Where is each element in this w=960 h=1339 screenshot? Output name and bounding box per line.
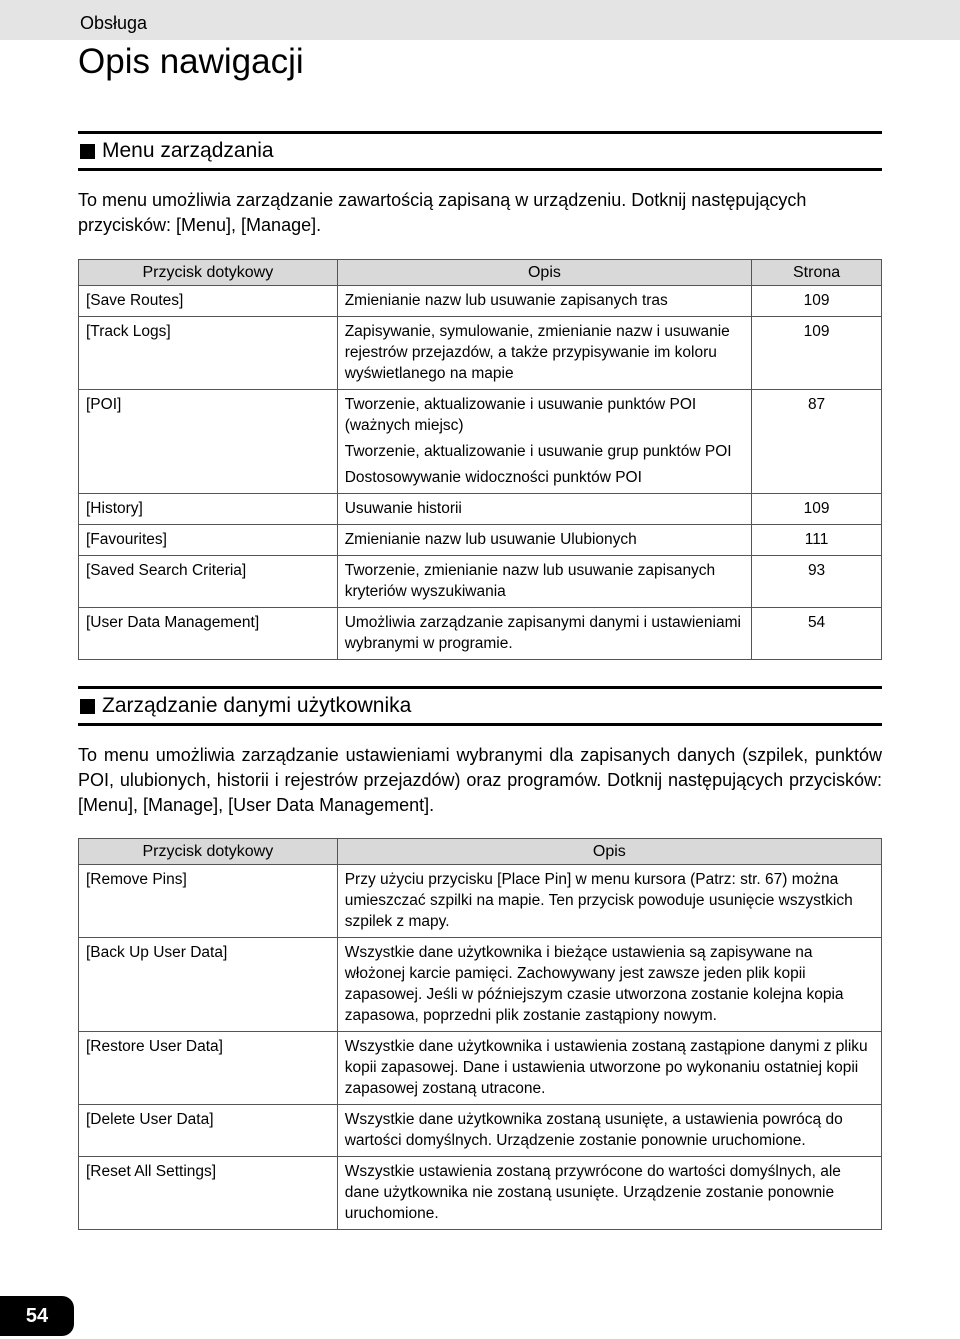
page-cell: 109 bbox=[752, 494, 882, 525]
button-cell: [Reset All Settings] bbox=[79, 1157, 338, 1230]
table-header-row bbox=[79, 260, 882, 286]
table-row bbox=[79, 938, 882, 1032]
description-cell bbox=[337, 556, 751, 608]
button-cell: [Remove Pins] bbox=[79, 865, 338, 938]
button-cell: [Track Logs] bbox=[79, 317, 338, 390]
button-cell: [History] bbox=[79, 494, 338, 525]
table-row bbox=[79, 556, 882, 608]
button-cell: [POI] bbox=[79, 390, 338, 494]
description-text: Umożliwia zarządzanie zapisanymi danymi i ustawieniami wybranymi w programie. bbox=[344, 614, 741, 652]
description-cell: Wszystkie dane użytkownika zostaną usunięte, a ustawienia powrócą do wartości domyślnych. Urządzenie zostanie ponownie uruchomione. bbox=[337, 1105, 881, 1157]
intro-paragraph: To menu umożliwia zarządzanie ustawieniami wybranymi dla zapisanych danych (szpilek, punktów POI, ulubionych, historii i rejestrów przejazdów) oraz programów. Dotknij następujących przycisków: [Menu], [Manage], [User Data Management]. bbox=[78, 745, 882, 815]
table-row bbox=[79, 1157, 882, 1230]
page-cell: 93 bbox=[752, 556, 882, 608]
page-cell: 109 bbox=[752, 317, 882, 390]
description-text: Tworzenie, aktualizowanie i usuwanie punktów POI (ważnych miejsc) bbox=[344, 396, 697, 434]
description-text: Tworzenie, aktualizowanie i usuwanie grup punktów POI bbox=[344, 443, 732, 460]
page-cell: 87 bbox=[752, 390, 882, 494]
table-row bbox=[79, 1032, 882, 1105]
description-text: Zmienianie nazw lub usuwanie zapisanych tras bbox=[344, 292, 668, 309]
column-header: Opis bbox=[337, 839, 881, 865]
management-menu-table bbox=[78, 259, 882, 660]
table-row bbox=[79, 494, 882, 525]
square-bullet-icon bbox=[80, 699, 95, 714]
page-number: 54 bbox=[0, 1296, 74, 1336]
table-row bbox=[79, 317, 882, 390]
description-cell bbox=[337, 608, 751, 660]
description-cell bbox=[337, 390, 751, 494]
page-cell: 111 bbox=[752, 525, 882, 556]
table-row bbox=[79, 1105, 882, 1157]
description-cell: Wszystkie dane użytkownika i ustawienia zostaną zastąpione danymi z pliku kopii zapasowej. Dane i ustawienia utworzone po wykonaniu ostatniej kopii zapasowej zostaną utracone. bbox=[337, 1032, 881, 1105]
button-cell: [Save Routes] bbox=[79, 286, 338, 317]
section-heading-text: Zarządzanie danymi użytkownika bbox=[102, 694, 412, 717]
button-cell: [Favourites] bbox=[79, 525, 338, 556]
button-cell: [Restore User Data] bbox=[79, 1032, 338, 1105]
button-cell: [Back Up User Data] bbox=[79, 938, 338, 1032]
header-band bbox=[0, 0, 960, 40]
button-cell: [Saved Search Criteria] bbox=[79, 556, 338, 608]
description-text: Zmienianie nazw lub usuwanie Ulubionych bbox=[344, 531, 637, 548]
user-data-table bbox=[78, 838, 882, 1230]
page-title: Opis nawigacji bbox=[78, 42, 304, 81]
table-row bbox=[79, 390, 882, 494]
description-text: Usuwanie historii bbox=[344, 500, 462, 517]
description-cell bbox=[337, 494, 751, 525]
column-header: Strona bbox=[752, 260, 882, 286]
description-cell: Przy użyciu przycisku [Place Pin] w menu kursora (Patrz: str. 67) można umieszczać szpilki na mapie. Ten przycisk powoduje usunięcie wszystkich szpilek z mapy. bbox=[337, 865, 881, 938]
description-cell: Wszystkie ustawienia zostaną przywrócone do wartości domyślnych, ale dane użytkownika nie zostaną usunięte. Urządzenie zostanie ponownie uruchomione. bbox=[337, 1157, 881, 1230]
square-bullet-icon bbox=[80, 144, 95, 159]
section-heading-management-menu bbox=[78, 131, 882, 171]
description-cell bbox=[337, 525, 751, 556]
table-row bbox=[79, 286, 882, 317]
column-header: Przycisk dotykowy bbox=[79, 260, 338, 286]
description-cell: Wszystkie dane użytkownika i bieżące ustawienia są zapisywane na włożonej karcie pamięci. Zachowywany jest zawsze jeden plik kopii zapasowej. Jeśli w późniejszym czasie utworzona zostanie kolejna kopia zapasowa, poprzedni plik zostanie zastąpiony nowym. bbox=[337, 938, 881, 1032]
table-row bbox=[79, 608, 882, 660]
description-text: Tworzenie, zmienianie nazw lub usuwanie zapisanych kryteriów wyszukiwania bbox=[344, 562, 716, 600]
page-cell: 109 bbox=[752, 286, 882, 317]
button-cell: [Delete User Data] bbox=[79, 1105, 338, 1157]
table-row bbox=[79, 865, 882, 938]
table-row bbox=[79, 525, 882, 556]
column-header: Przycisk dotykowy bbox=[79, 839, 338, 865]
button-cell: [User Data Management] bbox=[79, 608, 338, 660]
intro-paragraph: To menu umożliwia zarządzanie zawartością zapisaną w urządzeniu. Dotknij następujących przycisków: [Menu], [Manage]. bbox=[78, 190, 807, 235]
description-cell bbox=[337, 317, 751, 390]
table-header-row bbox=[79, 839, 882, 865]
section-heading-text: Menu zarządzania bbox=[102, 139, 274, 162]
description-text: Zapisywanie, symulowanie, zmienianie nazw i usuwanie rejestrów przejazdów, a także przypisywanie im koloru wyświetlanego na mapie bbox=[344, 323, 730, 382]
section-heading-user-data bbox=[78, 686, 882, 726]
description-cell bbox=[337, 286, 751, 317]
section-label: Obsługa bbox=[80, 13, 148, 33]
page-cell: 54 bbox=[752, 608, 882, 660]
column-header: Opis bbox=[337, 260, 751, 286]
description-text: Dostosowywanie widoczności punktów POI bbox=[344, 469, 642, 486]
